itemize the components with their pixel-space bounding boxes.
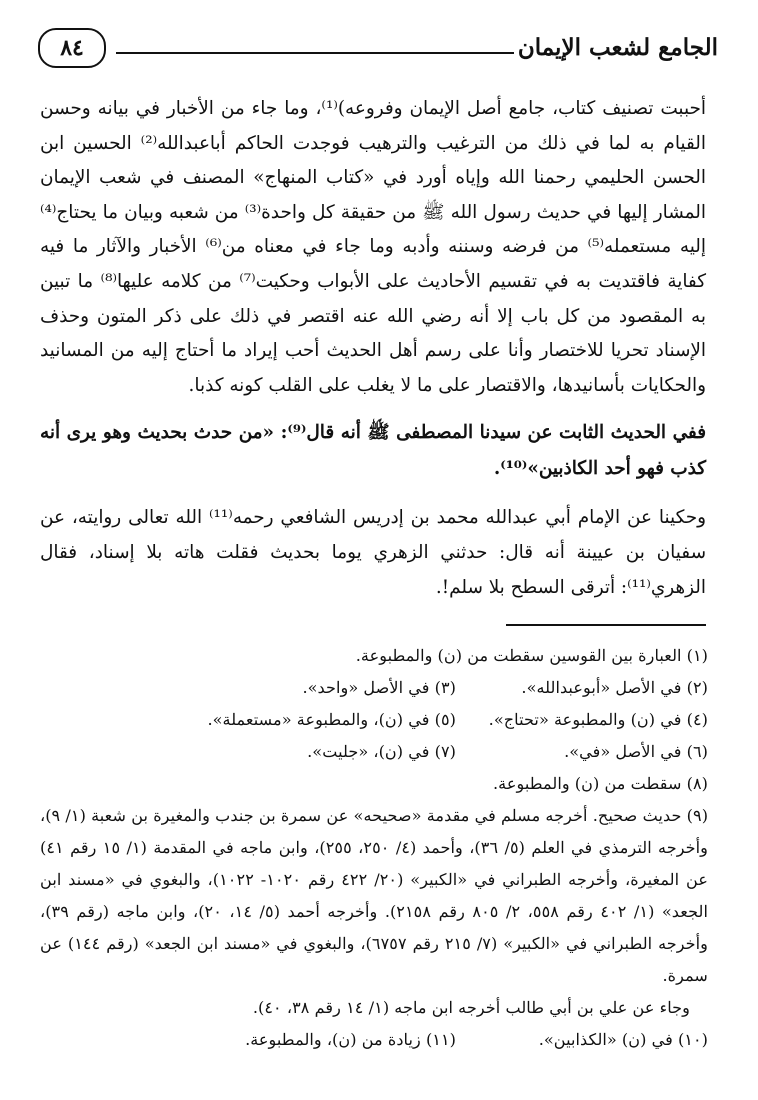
footnote-separator (506, 624, 706, 626)
main-text (40, 92, 706, 605)
footnote-6: (٦) في الأصل «في». (564, 742, 708, 761)
footnote-3: (٣) في الأصل «واحد». (302, 678, 456, 697)
running-header (30, 28, 728, 72)
footnote-row (40, 736, 708, 768)
footnote-row (40, 704, 708, 736)
footnote-9-continued: وجاء عن علي بن أبي طالب أخرجه ابن ماجه (١/ ١٤ رقم ٣٨، ٤٠). (252, 998, 690, 1017)
footnote-7: (٧) في (ن)، «جليت». (307, 742, 456, 761)
footnote-2: (٢) في الأصل «أبوعبدالله». (521, 678, 708, 697)
footnotes (40, 640, 708, 1056)
footnote-row (40, 672, 708, 704)
paragraph-hadith (40, 415, 706, 487)
footnote-5: (٥) في (ن)، والمطبوعة «مستعملة». (207, 710, 456, 729)
footnote-9: (٩) حديث صحيح. أخرجه مسلم في مقدمة «صحيحه» عن سمرة بن جندب والمغيرة بن شعبة (١/ ٩)، وأخرجه الترمذي في العلم (٥/ ٣٦)، وأحمد (٤/ ٢٥٠، ٢٥٥)، وابن ماجه في المقدمة (١/ ١٥ رقم ٤١) عن المغيرة، وأخرجه الطبراني في «الكبير» (٢٠/ ٤٢٢ رقم ١٠٢٠- ١٠٢٢)، والبغوي في «مسند ابن الجعد» (١/ ٤٠٢ رقم ٥٥٨، ٢/ ٨٠٥ رقم ٢١٥٨). وأخرجه أحمد (٥/ ١٤، ٢٠)، وابن ماجه (رقم ٣٩)، وأخرجه الطبراني في «الكبير» (٧/ ٢١٥ رقم ٦٧٥٧)، والبغوي في «مسند ابن الجعد» (رقم ١٤٤) عن سمرة. (40, 806, 709, 985)
footnote-1: (١) العبارة بين القوسين سقطت من (ن) والمطبوعة. (355, 646, 708, 665)
footnote-11: (١١) زيادة من (ن)، والمطبوعة. (245, 1030, 456, 1049)
footnote-row (40, 1024, 708, 1056)
hadith-quote: «من حدث بحديث وهو يرى أنه كذب فهو أحد الكاذبين»⁽¹⁰⁾. (40, 422, 706, 480)
running-title: الجامع لشعب الإيمان (517, 34, 718, 61)
footnote-8: (٨) سقطت من (ن) والمطبوعة. (493, 774, 708, 793)
header-rule (116, 52, 514, 54)
hadith-intro: ففي الحديث الثابت عن سيدنا المصطفى ﷺ أنه قال⁽⁹⁾: (280, 422, 707, 444)
paragraph-shafii: وحكينا عن الإمام أبي عبدالله محمد بن إدريس الشافعي رحمه⁽¹¹⁾ الله تعالى روايته، عن سفيان بن عيينة أنه قال: حدثني الزهري يوما بحديث فقلت هاته بلا إسناد، فقال الزهري⁽¹¹⁾: أترقى السطح بلا سلم!. (40, 507, 706, 598)
footnote-4: (٤) في (ن) والمطبوعة «تحتاج». (488, 710, 708, 729)
paragraph-intro: أحببت تصنيف كتاب، جامع أصل الإيمان وفروعه)⁽¹⁾، وما جاء من الأخبار في بيانه وحسن القيام به لما في ذلك من الترغيب والترهيب فوجدت الحاكم أباعبدالله⁽²⁾ الحسين ابن الحسن الحليمي رحمنا الله وإياه أورد في «كتاب المنهاج» المصنف في شعب الإيمان المشار إليها في حديث رسول الله ﷺ من حقيقة كل واحدة⁽³⁾ من شعبه وبيان ما يحتاج⁽⁴⁾ إليه مستعمله⁽⁵⁾ من فرضه وسننه وأدبه وما جاء في معناه من⁽⁶⁾ الأخبار والآثار ما فيه كفاية فاقتديت به في تقسيم الأحاديث على الأبواب وحكيت⁽⁷⁾ من كلامه عليها⁽⁸⁾ ما تبين به المقصود من كل باب إلا أنه رضي الله عنه اقتصر في ذلك على ذكر المتون وحذف الإسناد تحريا للاختصار وأنا على رسم أهل الحديث أحب إيراد ما أحتاج إليه من المسانيد والحكايات بأسانيدها، والاقتصار على ما لا يغلب على القلب كونه كذبا. (40, 98, 706, 396)
page-number-badge: ٨٤ (38, 28, 106, 68)
footnote-10: (١٠) في (ن) «الكذابين». (538, 1030, 708, 1049)
